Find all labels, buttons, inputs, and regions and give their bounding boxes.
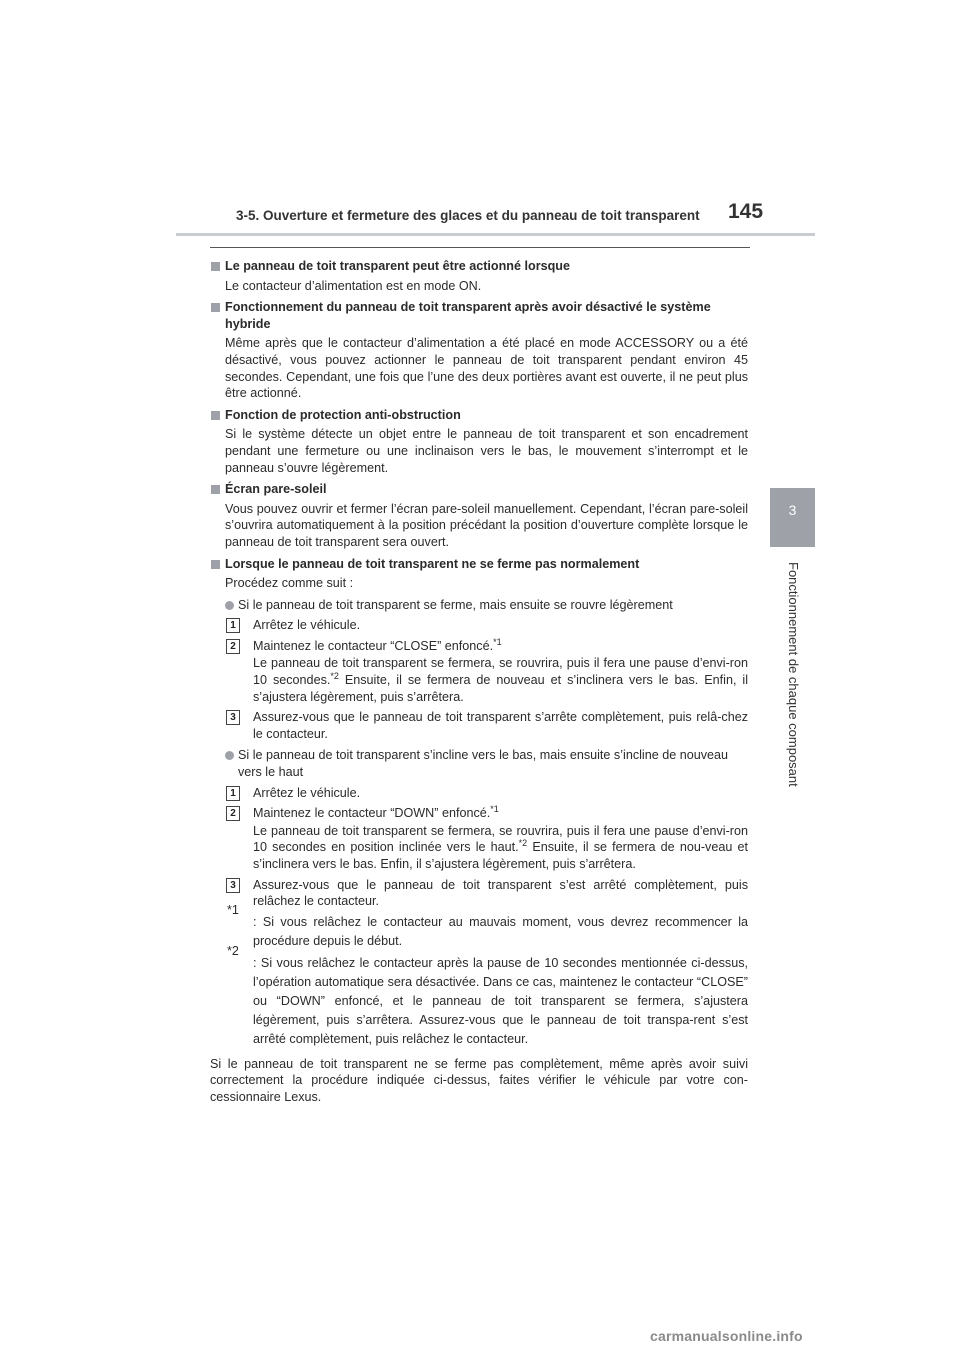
step-number: 3 [226, 710, 240, 725]
section-intro: Procédez comme suit : [225, 576, 354, 591]
step-number: 2 [226, 806, 240, 821]
footnote: *1 : Si vous relâchez le contacteur au mauvais moment, vous devrez recommencer la procédure depuis le début. [227, 902, 748, 948]
footnote-ref: *1 [490, 804, 499, 815]
square-bullet-icon [211, 303, 220, 312]
closing-paragraph: Si le panneau de toit transparent ne se ferme pas complètement, même après avoir suivi correctement la procédure indiquée ci-dessus, faites vérifier le véhicule par votre con-cessionnaire Lexus. [210, 1056, 748, 1104]
step-item: 3 Assurez-vous que le panneau de toit transparent s’est arrêté complètement, puis relâchez le contacteur. [210, 877, 748, 910]
step-item: 2 Maintenez le contacteur “CLOSE” enfoncé.$^{*1}$ Le panneau de toit transparent se fermera, se rouvrira, puis il fera une pause d’envi-ron 10 secondes.$^{*2}$ Ensuite, il se fermera de nouveau et s’inclinera vers le bas. Enfin, il s’ajustera légèrement, puis s’arrêtera. [210, 638, 748, 705]
section-heading: Lorsque le panneau de toit transparent ne se ferme pas normalement [210, 556, 748, 573]
header-divider [176, 233, 815, 236]
step-number: 3 [226, 878, 240, 893]
square-bullet-icon [211, 262, 220, 271]
step-item: 2 Maintenez le contacteur “DOWN” enfoncé.$^{*1}$ Le panneau de toit transparent se fermera, se rouvrira, puis il fera une pause d’envi-ron 10 secondes en position inclinée vers le haut.$^{*2}$ Ensuite, il se fermera de nou-veau et s’inclinera vers le bas. Enfin, il s’ajustera légèrement, puis s’arrêtera. [210, 805, 748, 872]
section-heading: Fonctionnement du panneau de toit transparent après avoir désactivé le système hybride [210, 299, 748, 332]
page-number: 145 [728, 200, 764, 223]
chapter-number: 3 [788, 502, 797, 518]
circle-bullet-icon [225, 601, 234, 610]
footnote-ref: *1 [493, 636, 502, 647]
chapter-label: Fonctionnement de chaque composant [786, 562, 801, 787]
square-bullet-icon [211, 560, 220, 569]
section-heading: Fonction de protection anti-obstruction [210, 407, 748, 424]
section-text: Le contacteur d’alimentation est en mode ON. [225, 278, 482, 293]
step-number: 1 [226, 786, 240, 801]
page-content [210, 258, 748, 1106]
section-text: Même après que le contacteur d’alimentation a été placé en mode ACCESSORY ou a été désactivé, vous pouvez actionner le panneau de toit transparent pendant environ 45 secondes. Cependant, une fois que l’une des deux portières avant est ouverte, il ne peut plus être actionné. [225, 336, 748, 401]
section-title: 3-5. Ouverture et fermeture des glaces et du panneau de toit transparent [236, 208, 700, 223]
watermark: carmanualsonline.info [650, 1328, 803, 1344]
step-item: 1 Arrêtez le véhicule. [210, 617, 748, 634]
chapter-tab [770, 488, 815, 547]
section-heading: Écran pare-soleil [210, 481, 748, 498]
section-text: Vous pouvez ouvrir et fermer l’écran pare-soleil manuellement. Cependant, l’écran pare-soleil s’ouvrira automatiquement à la position précédant la position d’ouverture complète lorsque le panneau de toit transparent sera ouvert. [225, 501, 748, 549]
footnote: *2 : Si vous relâchez le contacteur après la pause de 10 secondes mentionnée ci-dessus, l’opération automatique sera désactivée. Dans ce cas, maintenez le contacteur “CLOSE” ou “DOWN” enfoncé, et le panneau de toit transparent se fermera, s’ajustera légèrement, puis s’arrêtera. Assurez-vous que le panneau de toit transpa-rent s’est arrêté complètement, puis relâchez le contacteur. [227, 943, 748, 1046]
step-number: 2 [226, 639, 240, 654]
step-item: 1 Arrêtez le véhicule. [210, 785, 748, 802]
content-divider [210, 247, 750, 248]
section-heading: Le panneau de toit transparent peut être actionné lorsque [210, 258, 748, 275]
footnote-ref: *2 [518, 838, 528, 849]
case-title: Si le panneau de toit transparent se ferme, mais ensuite se rouvre légèrement [210, 597, 748, 614]
square-bullet-icon [211, 411, 220, 420]
step-number: 1 [226, 618, 240, 633]
step-item: 3 Assurez-vous que le panneau de toit transparent s’arrête complètement, puis relâ-chez le contacteur. [210, 709, 748, 742]
footnote-ref: *2 [330, 671, 339, 682]
step-description: Le panneau de toit transparent se fermera, se rouvrira, puis il fera une pause d’envi-ron 10 secondes en position inclinée vers le haut.$^{*2}$ Ensuite, il se fermera de nou-veau et s’inclinera vers le bas. Enfin, il s’ajustera légèrement, puis s’arrêtera. [253, 823, 748, 871]
step-description: Le panneau de toit transparent se fermera, se rouvrira, puis il fera une pause d’envi-ron 10 secondes.$^{*2}$ Ensuite, il se fermera de nouveau et s’inclinera vers le bas. Enfin, il s’ajustera légèrement, puis s’arrêtera. [253, 656, 748, 704]
case-title: Si le panneau de toit transparent s’incline vers le bas, mais ensuite s’incline de nouveau vers le haut [210, 747, 748, 780]
circle-bullet-icon [225, 751, 234, 760]
section-text: Si le système détecte un objet entre le panneau de toit transparent et son encadrement pendant une fermeture ou une inclinaison vers le bas, le mouvement s’interrompt et le panneau s’ouvre légèrement. [225, 427, 748, 475]
square-bullet-icon [211, 485, 220, 494]
